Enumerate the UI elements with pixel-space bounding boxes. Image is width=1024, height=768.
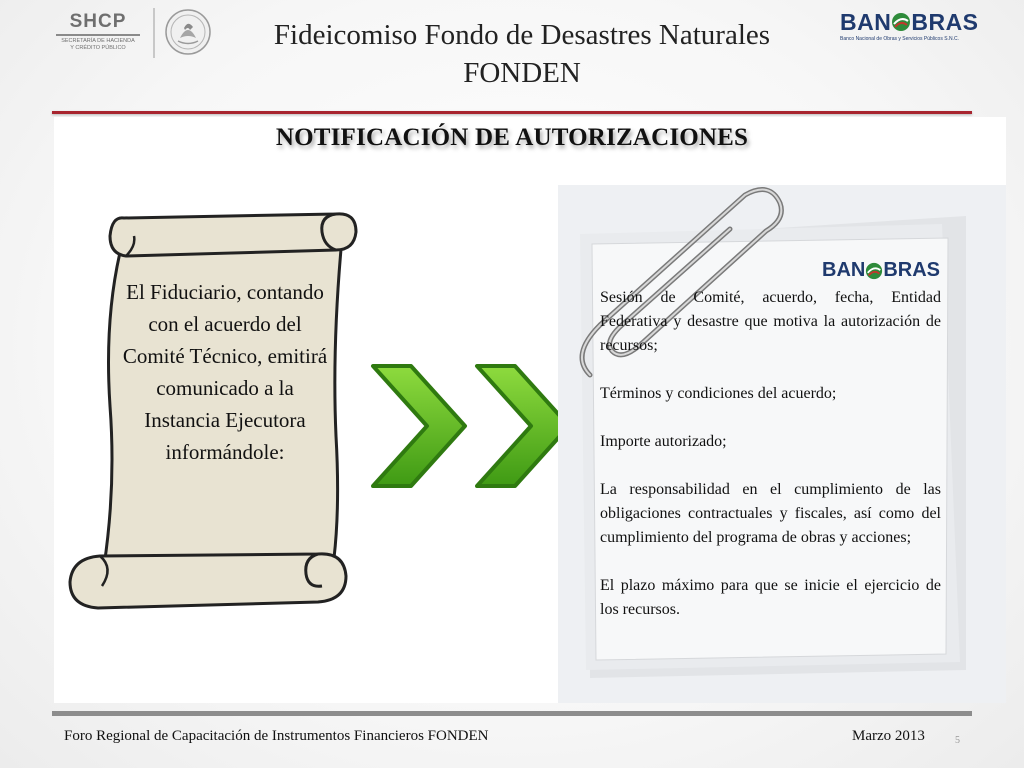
note-item: Sesión de Comité, acuerdo, fecha, Entidad Federativa y desastre que motiva la autorización de recursos; [600,289,941,354]
banobras-logo-wordmark: BAN BRAS [840,9,979,35]
header-title [222,16,822,92]
shcp-logo [52,12,144,58]
header-rule [52,111,972,114]
banobras-emblem-icon [865,262,883,280]
scroll-text: El Fiduciario, contando con el acuerdo del Comité Técnico, emitirá comunicado a la Instancia Ejecutora informándole: [122,280,328,464]
banobras-logo-subtitle: Banco Nacional de Obras y Servicios Públicos S.N.C. [840,36,959,42]
note-item: La responsabilidad en el cumplimiento de las obligaciones contractuales y fiscales, así como del cumplimiento del programa de obras y acciones; [600,481,941,546]
header-title-line-1: Fideicomiso Fondo de Desastres Naturales [273,19,771,51]
note-item: Términos y condiciones del acuerdo; [600,385,837,402]
double-chevron-right-icon [369,358,574,496]
footer-event-title: Foro Regional de Capacitación de Instrumentos Financieros FONDEN [64,728,489,744]
note-item: Importe autorizado; [600,433,727,450]
logo-divider [153,8,155,58]
footer-rule [52,711,972,716]
banobras-logo [840,10,980,46]
note-banobras-logo: BAN BRAS [822,259,941,281]
shcp-logo-name: SHCP [69,11,127,32]
footer-date: Marzo 2013 [852,728,925,744]
shcp-logo-rule [56,34,140,36]
section-title: NOTIFICACIÓN DE AUTORIZACIONES [275,124,749,151]
page-number: 5 [955,735,960,746]
note-item: El plazo máximo para que se inicie el ejercicio de los recursos. [600,577,941,618]
shcp-logo-subtitle-2: Y CRÉDITO PÚBLICO [70,45,126,51]
mexico-seal-icon [164,8,212,56]
shcp-logo-subtitle-1: SECRETARÍA DE HACIENDA [61,38,135,44]
note-text [600,286,941,646]
banobras-emblem-icon [891,12,911,32]
header-title-line-2: FONDEN [463,57,581,89]
